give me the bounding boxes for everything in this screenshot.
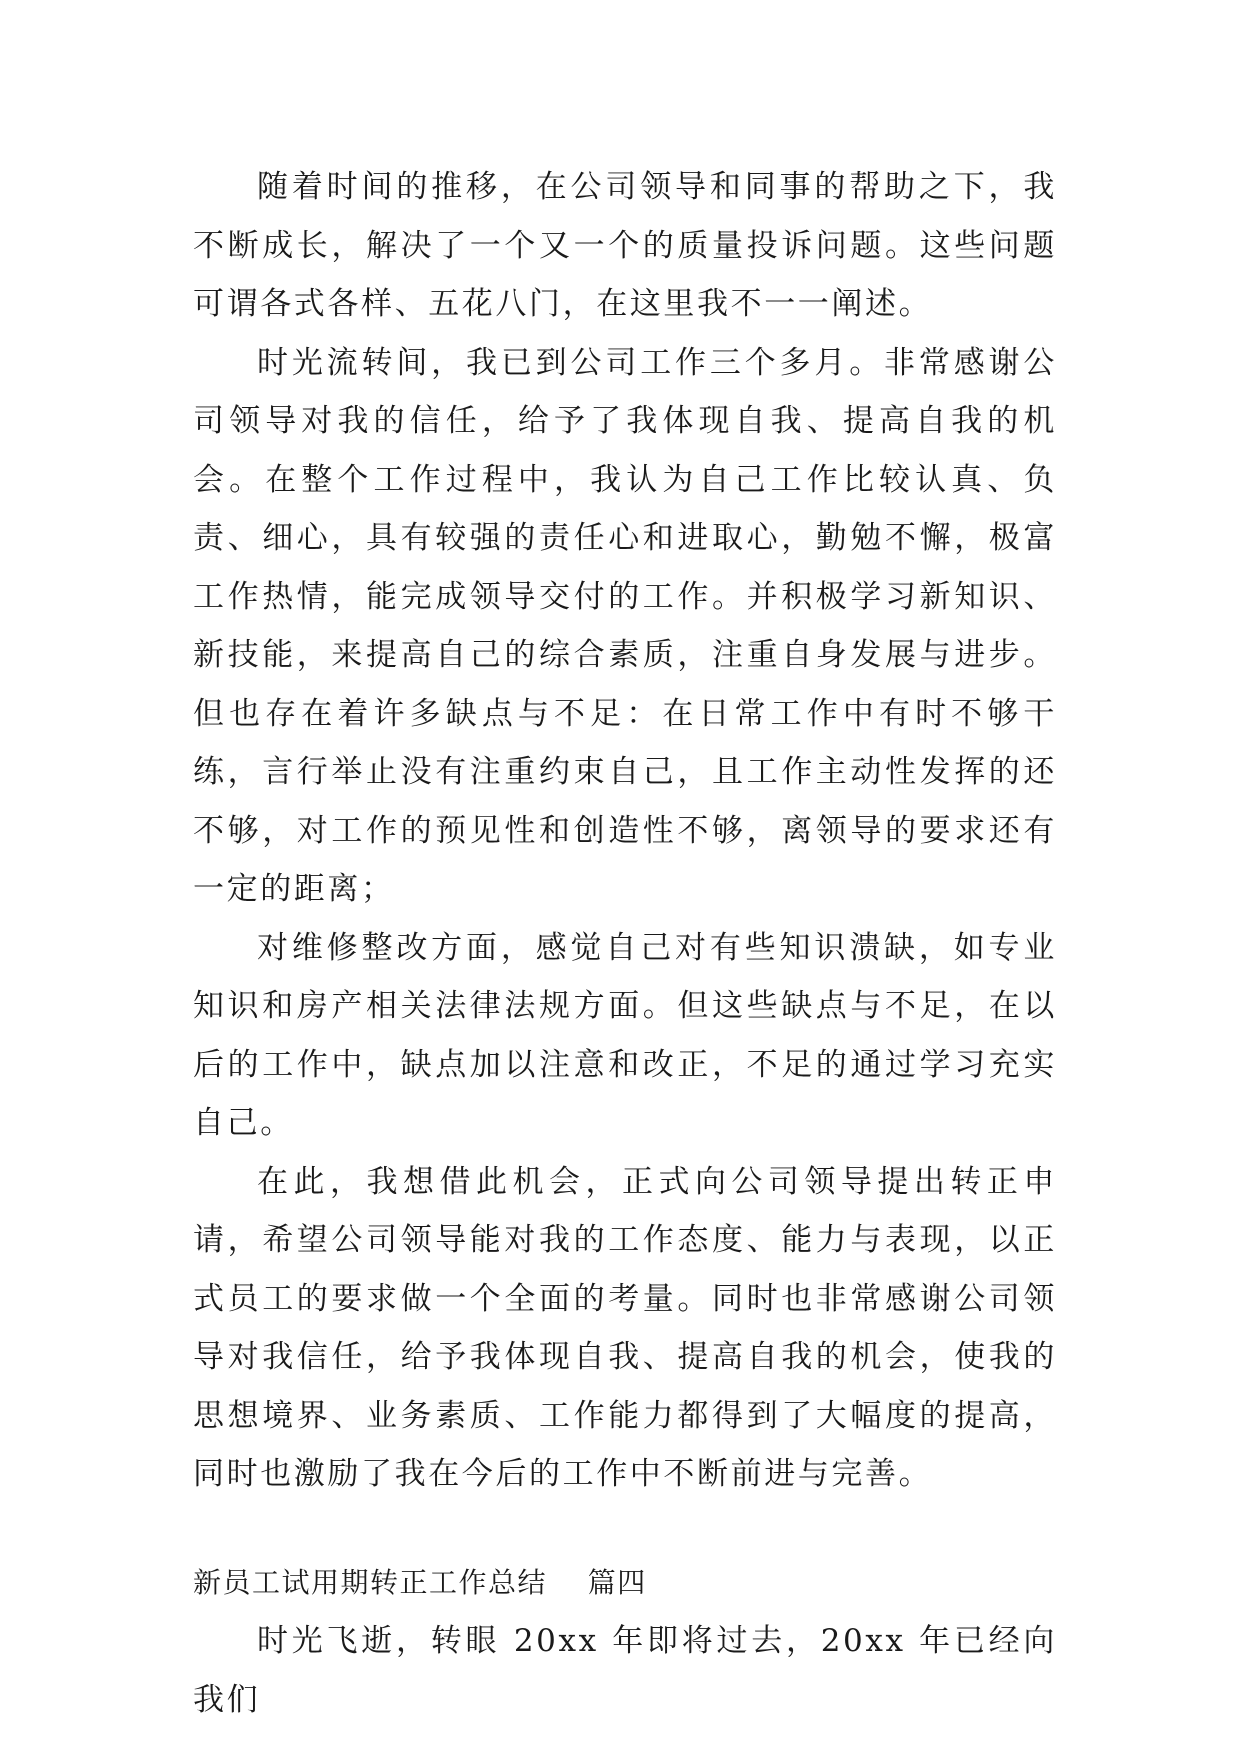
section-heading: 新员工试用期转正工作总结 篇四 — [193, 1565, 647, 1599]
paragraph-self-assessment: 时光流转间，我已到公司工作三个多月。非常感谢公司领导对我的信任，给予了我体现自我、提高自我的机会。在整个工作过程中，我认为自己工作比较认真、负责、细心，具有较强的责任心和进取心，勤勉不懈，极富工作热情，能完成领导交付的工作。并积极学习新知识、新技能，来提高自己的综合素质，注重自身发展与进步。但也存在着许多缺点与不足：在日常工作中有时不够干练，言行举止没有注重约束自己，且工作主动性发挥的还不够，对工作的预见性和创造性不够，离领导的要求还有一定的距离； — [193, 344, 1057, 907]
paragraph-closing: 时光飞逝，转眼 20xx 年即将过去，20xx 年已经向我们 — [193, 1623, 1057, 1718]
paragraph-growth: 随着时间的推移，在公司领导和同事的帮助之下，我不断成长，解决了一个又一个的质量投诉问题。这些问题可谓各式各样、五花八门，在这里我不一一阐述。 — [193, 169, 1057, 322]
paragraph-shortcomings: 对维修整改方面，感觉自己对有些知识溃缺，如专业知识和房产相关法律法规方面。但这些缺点与不足，在以后的工作中，缺点加以注意和改正，不足的通过学习充实自己。 — [193, 929, 1057, 1141]
document-body — [193, 158, 1057, 1729]
paragraph-application: 在此，我想借此机会，正式向公司领导提出转正申请，希望公司领导能对我的工作态度、能力与表现，以正式员工的要求做一个全面的考量。同时也非常感谢公司领导对我信任，给予我体现自我、提高自我的机会，使我的思想境界、业务素质、工作能力都得到了大幅度的提高，同时也激励了我在今后的工作中不断前进与完善。 — [193, 1163, 1057, 1492]
